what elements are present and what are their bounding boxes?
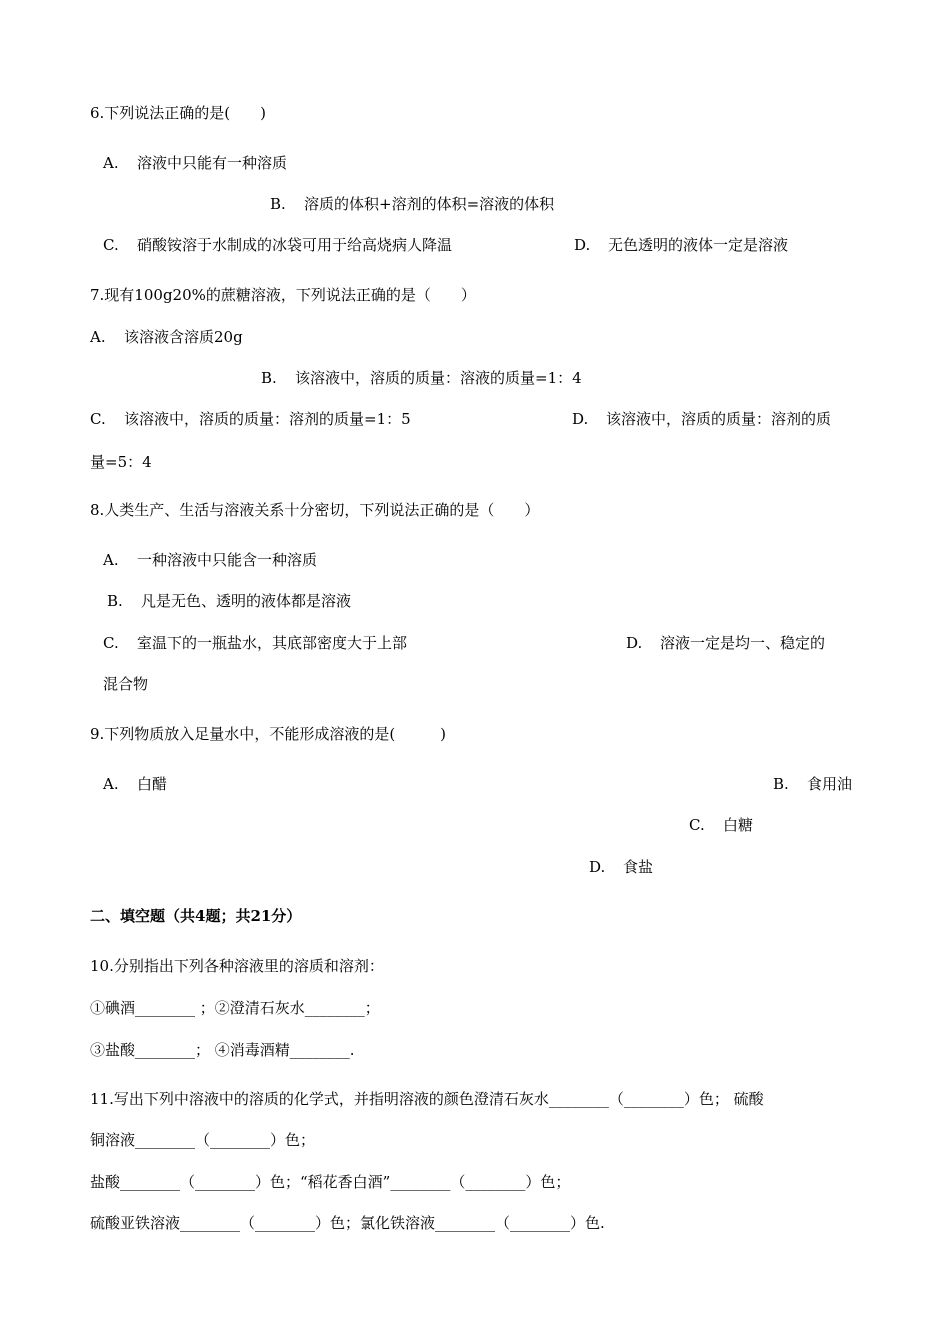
q8-stem: 8.人类生产、生活与溶液关系十分密切，下列说法正确的是（ ） [90, 501, 540, 519]
q7-option-a-text: 该溶液含溶质20g [124, 328, 243, 346]
q6-option-a-text: 溶液中只能有一种溶质 [137, 154, 288, 172]
q9-option-d-letter: D. [589, 858, 606, 876]
q7-option-d-letter: D. [572, 410, 589, 428]
q11-line-2: 铜溶液________（________）色； [90, 1131, 316, 1149]
q7-option-b-text: 该溶液中，溶质的质量：溶液的质量=1：4 [295, 369, 582, 387]
q9-option-c-text: 白糖 [723, 816, 754, 834]
q9-option-b-letter: B. [773, 775, 789, 793]
q8-option-b-letter: B. [107, 592, 123, 610]
q6-option-c [103, 234, 452, 256]
q8-option-a [103, 549, 317, 571]
q6-option-b-text: 溶质的体积+溶剂的体积=溶液的体积 [304, 195, 555, 213]
q6-option-a-letter: A. [103, 154, 119, 172]
q8-option-b [107, 590, 351, 612]
q7-option-c-letter: C. [90, 410, 106, 428]
q6-option-b [270, 193, 554, 215]
q8-option-c-letter: C. [103, 634, 119, 652]
q6-option-c-letter: C. [103, 236, 119, 254]
q7-option-a-letter: A. [90, 328, 106, 346]
q9-option-c-letter: C. [689, 816, 705, 834]
q10-blank-line-1: ①碘酒________ ；②澄清石灰水________； [90, 999, 380, 1017]
q7-option-d-text: 该溶液中，溶质的质量：溶剂的质 [606, 410, 832, 428]
q6-option-d-text: 无色透明的液体一定是溶液 [608, 236, 789, 254]
q11-line-4: 硫酸亚铁溶液________（________）色；氯化铁溶液________（________）色. [90, 1214, 605, 1232]
q9-stem: 9.下列物质放入足量水中，不能形成溶液的是( ) [90, 725, 447, 743]
q8-option-d-text: 溶液一定是均一、稳定的 [660, 634, 826, 652]
q7-option-a [90, 326, 243, 348]
q6-option-d-letter: D. [574, 236, 591, 254]
q7-option-b-letter: B. [261, 369, 277, 387]
q9-option-c [689, 814, 753, 836]
q6-option-c-text: 硝酸铵溶于水制成的冰袋可用于给高烧病人降温 [137, 236, 453, 254]
q6-option-a [103, 152, 287, 174]
q9-option-a-letter: A. [103, 775, 119, 793]
q7-option-d [572, 408, 831, 430]
q10-blank-line-2: ③盐酸________； ④消毒酒精________. [90, 1041, 355, 1059]
q6-stem: 6.下列说法正确的是( ) [90, 104, 267, 122]
q9-option-d-text: 食盐 [623, 858, 654, 876]
q9-option-d [589, 856, 653, 878]
q6-option-d [574, 234, 788, 256]
q7-option-c-text: 该溶液中，溶质的质量：溶剂的质量=1：5 [124, 410, 411, 428]
q8-option-a-text: 一种溶液中只能含一种溶质 [137, 551, 318, 569]
q11-line-1: 11.写出下列中溶液中的溶质的化学式，并指明溶液的颜色澄清石灰水________（________）色； 硫酸 [90, 1090, 764, 1108]
q8-option-d [626, 632, 825, 654]
q9-option-b [773, 773, 852, 795]
q8-option-d-continued: 混合物 [103, 675, 149, 693]
q8-option-c [103, 632, 407, 654]
q8-option-c-text: 室温下的一瓶盐水，其底部密度大于上部 [137, 634, 408, 652]
q9-option-a-text: 白醋 [137, 775, 168, 793]
q7-option-d-continued: 量=5：4 [90, 453, 152, 471]
q9-option-b-text: 食用油 [807, 775, 853, 793]
q8-option-b-text: 凡是无色、透明的液体都是溶液 [141, 592, 352, 610]
q7-option-b [261, 367, 582, 389]
q8-option-a-letter: A. [103, 551, 119, 569]
q7-option-c [90, 408, 411, 430]
q9-option-a [103, 773, 167, 795]
q10-stem: 10.分别指出下列各种溶液里的溶质和溶剂： [90, 957, 384, 975]
section-heading: 二、填空题（共4题；共21分） [90, 907, 302, 925]
q11-line-3: 盐酸________（________）色；“稻花香白酒”________（________）色； [90, 1173, 571, 1191]
q6-option-b-letter: B. [270, 195, 286, 213]
q7-stem: 7.现有100g20%的蔗糖溶液，下列说法正确的是（ ） [90, 286, 476, 304]
q8-option-d-letter: D. [626, 634, 643, 652]
